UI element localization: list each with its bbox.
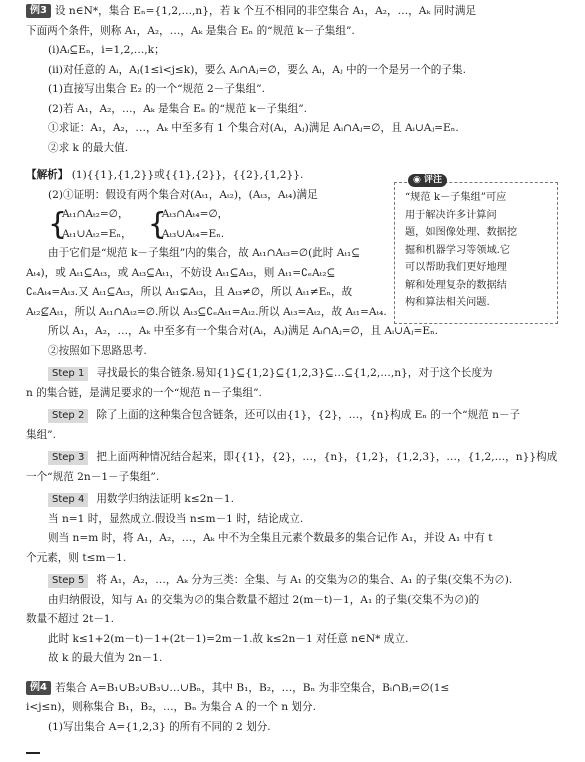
solution-label: 【解析】 bbox=[26, 169, 69, 181]
comment-line-6: 解和处理复杂的数据结 bbox=[405, 279, 507, 291]
comment-line-3: 题，如图像处理、数据挖 bbox=[405, 227, 518, 238]
comment-tag-label: 评注 bbox=[424, 175, 443, 185]
brace-right-symbol: { bbox=[147, 207, 167, 242]
question-2-part-2: ②求 k 的最大值. bbox=[48, 141, 129, 154]
example-3-line-2: 下面两个条件，则称 A₁，A₂，…，Aₖ 是集合 Eₙ 的“规范 k－子集组”. bbox=[26, 24, 355, 37]
bottom-rule bbox=[26, 752, 40, 754]
comment-line-4: 掘和机器学习等领域.它 bbox=[405, 244, 511, 256]
step-2-label: Step 2 bbox=[48, 409, 88, 423]
step-4-label: Step 4 bbox=[48, 493, 88, 507]
brace-left-symbol: { bbox=[48, 207, 68, 242]
proof-line-2: Aₜ₄)，或 Aₜ₁⊆Aₜ₃，或 Aₜ₃⊆Aₜ₁，不妨设 Aₜ₁⊆Aₜ₃，则 Aₜ₁=∁ₑAₜ₂⊆ bbox=[26, 266, 336, 279]
comment-box bbox=[394, 182, 558, 324]
example-3 bbox=[26, 2, 562, 158]
induction-line-1: 当 n=1 时，显然成立.假设当 n≤m－1 时，结论成立. bbox=[48, 512, 304, 525]
step-2: Step 2 除了上面的这种集合包含链条，还可以由{1}，{2}，…，{n}构成 Eₙ 的一个“规范 n－子 集组”. bbox=[26, 409, 521, 441]
example-4-line-1: 例4 若集合 A=B₁∪B₂∪B₃∪…∪Bₙ，其中 B₁，B₂，…，Bₙ 为非空集合，Bᵢ∩Bⱼ=∅(1≤ bbox=[26, 679, 562, 699]
step-1: Step 1 寻找最长的集合链条.易知{1}⊆{1,2}⊆{1,2,3}⊆…⊆{1,2,…,n}，对于这个长度为 n 的集合链，是满足要求的一个“规范 n－子集组”. bbox=[26, 367, 493, 399]
condition-i: (i)Aᵢ⊆Eₙ，i=1,2,…,k； bbox=[48, 44, 165, 56]
part-2-intro: ②按照如下思路思考. bbox=[48, 344, 147, 357]
example-4 bbox=[26, 679, 562, 738]
comment-line-1: “规范 k－子集组”可应 bbox=[405, 192, 507, 203]
step-4: Step 4 用数学归纳法证明 k≤2n－1. bbox=[26, 490, 562, 510]
example-3-line-1: 例3 设 n∈N*，集合 Eₙ={1,2,…,n}，若 k 个互不相同的非空集合 A₁，A₂，…，Aₖ 同时满足 bbox=[26, 2, 562, 22]
comment-bullet-icon: ◉ bbox=[413, 175, 421, 185]
induction-line-2: 则当 n=m 时，将 A₁，A₂，…，Aₖ 中不为全集且元素个数最多的集合记作 A₁，并设 A₁ 中有 t bbox=[48, 532, 493, 544]
step-5-label: Step 5 bbox=[48, 574, 88, 588]
step-5: Step 5 将 A₁，A₂，…，Aₖ 分为三类：全集、与 A₁ 的交集为∅的集合、A₁ 的子集(交集不为∅). 由归纳假设，知与 A₁ 的交集为∅的集合数量不超过 2(m－t)－1，A₁ 的子集(交集不为∅)的 数量不超过 2t－1. 此时 k≤1+2(m－t)－1+(2t－1)=2m－1.故 k≤2n－1 对任意 n∈N* 成立. 故 k 的最大值为 2n－1. bbox=[26, 574, 513, 664]
example-4-tag: 例4 bbox=[26, 681, 51, 695]
comment-line-2: 用于解决许多计算问 bbox=[405, 209, 497, 221]
condition-ii: (ii)对任意的 Aᵢ，Aⱼ(1≤i<j≤k)，要么 Aᵢ∩Aⱼ=∅，要么 Aᵢ，Aⱼ 中的一个是另一个的子集. bbox=[48, 63, 466, 76]
comment-line-7: 构和算法相关问题. bbox=[405, 297, 490, 308]
example-4-line-2: i<j≤n)，则称集合 B₁，B₂，…，Bₙ 为集合 A 的一个 n 划分. bbox=[26, 701, 316, 713]
step-1-label: Step 1 bbox=[48, 367, 88, 381]
step-3: Step 3 把上面两种情况结合起来，即{{1}，{2}，…，{n}，{1,2}，{1,2,3}，…，{1,2,…，n}}构成 一个“规范 2n－1－子集组”. bbox=[26, 451, 558, 483]
example-4-question-1: (1)写出集合 A={1,2,3} 的所有不同的 2 划分. bbox=[48, 720, 271, 733]
brace-system bbox=[26, 205, 394, 244]
proof-line-1: 由于它们是“规范 k－子集组”内的集合，故 Aₜ₁∩Aₜ₃=∅(此时 Aₜ₁⊆ bbox=[48, 247, 361, 259]
question-2-part-1: ①求证：A₁，A₂，…，Aₖ 中至多有 1 个集合对(Aᵢ，Aⱼ)满足 Aᵢ∩Aⱼ=∅，且 Aᵢ∪Aⱼ=Eₙ. bbox=[48, 122, 459, 134]
proof-line-4: Aₜ₂⊈Aₜ₁，所以 Aₜ₁∩Aₜ₂=∅.所以 Aₜ₃⊆∁ₑAₜ₁=Aₜ₂.所以 Aₜ₃=Aₜ₂，故 Aₜ₁=Aₜ₄. bbox=[26, 305, 387, 318]
question-1: (1)直接写出集合 E₂ 的一个“规范 2－子集组”. bbox=[48, 83, 265, 95]
proof-line-3: ∁ₑAₜ₄=Aₜ₃.又 Aₜ₁⊆Aₜ₃，所以 Aₜ₁⊊Aₜ₃，且 Aₜ₃≠∅，所以 Aₜ₁≠Eₙ，故 bbox=[26, 286, 353, 298]
proof-conclusion: 所以 A₁，A₂，…，Aₖ 中至多有一个集合对(Aᵢ，Aⱼ)满足 Aᵢ∩Aⱼ=∅，且 Aᵢ∪Aⱼ=Eₙ. bbox=[48, 325, 439, 337]
brace-right: { Aₜ₃∩Aₜ₄=∅， Aₜ₃∪Aₜ₄=Eₙ. bbox=[147, 207, 229, 242]
comment-tag bbox=[408, 174, 447, 187]
example-3-tag: 例3 bbox=[26, 4, 51, 18]
solution-line-1: 【解析】 (1){{1},{1,2}}或{{1},{2}}，{{2},{1,2}}. bbox=[26, 169, 304, 181]
page bbox=[26, 0, 562, 737]
step-3-label: Step 3 bbox=[48, 451, 88, 465]
brace-left: { Aₜ₁∩Aₜ₂=∅， Aₜ₁∪Aₜ₂=Eₙ， bbox=[48, 207, 132, 242]
comment-line-5: 可以帮助我们更好地理 bbox=[405, 262, 507, 273]
induction-line-3: 个元素，则 t≤m－1. bbox=[26, 551, 127, 564]
solution-line-2: (2)①证明：假设有两个集合对(Aₜ₁，Aₜ₂)，(Aₜ₃，Aₜ₄)满足 bbox=[48, 188, 318, 201]
question-2: (2)若 A₁，A₂，…，Aₖ 是集合 Eₙ 的“规范 k－子集组”. bbox=[48, 102, 307, 115]
